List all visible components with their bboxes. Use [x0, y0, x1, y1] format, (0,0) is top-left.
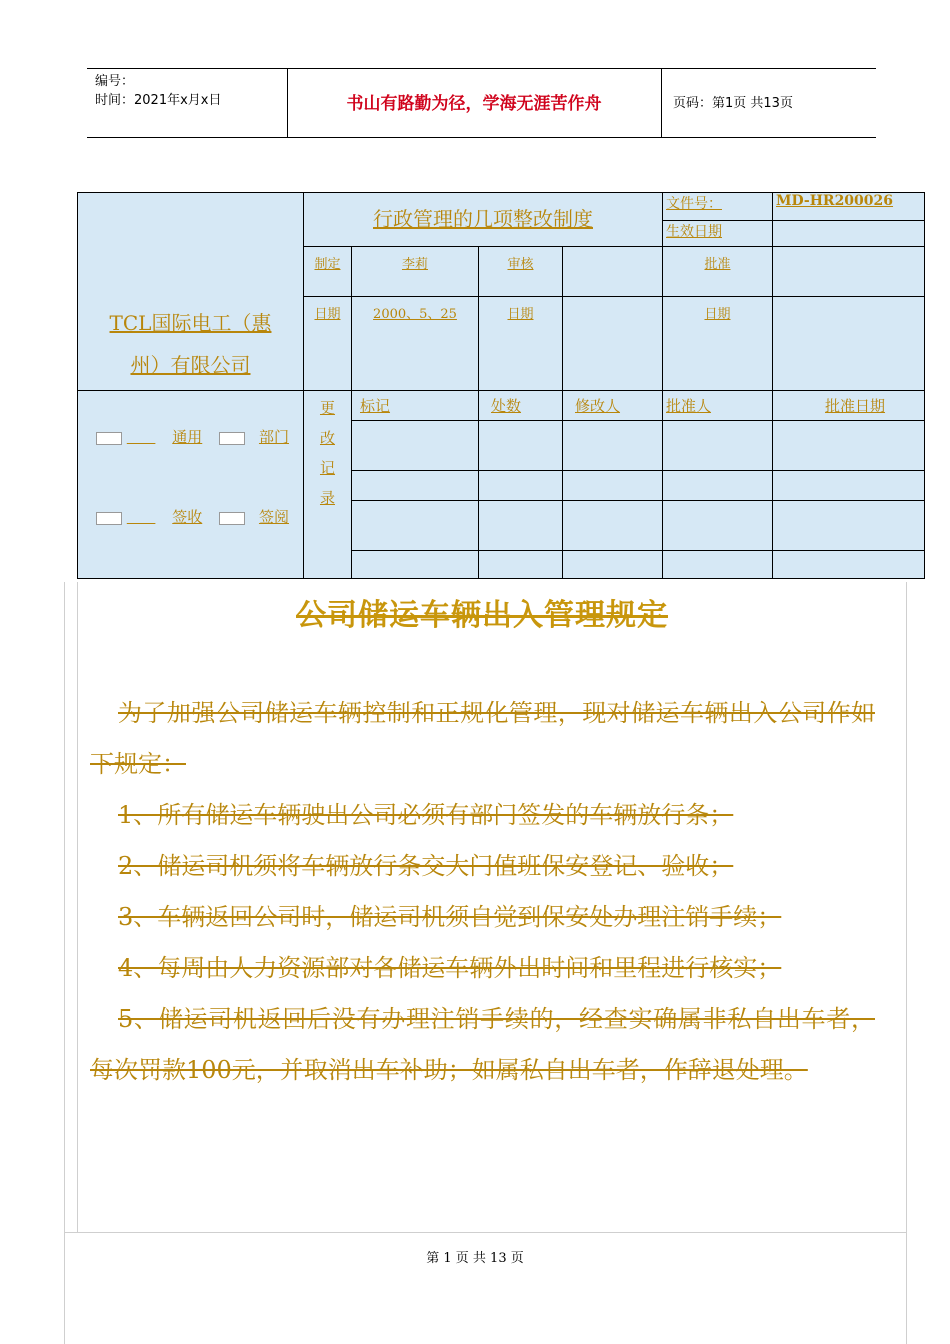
review-date-label: 日期	[479, 297, 563, 391]
company-name: TCL国际电工（惠州）有限公司	[78, 193, 304, 391]
change-cell	[563, 471, 663, 501]
paragraph: 4、每周由人力资源部对各储运车辆外出时间和里程进行核实；	[118, 954, 782, 982]
page-guide-line	[64, 582, 65, 1344]
sign-checkbox[interactable]	[96, 505, 155, 529]
general-label: 通用	[172, 428, 203, 446]
paragraph: 为了加强公司储运车辆控制和正规化管理，现对储运车辆出入公司作如下规定：	[90, 699, 875, 778]
change-cell	[663, 471, 773, 501]
header-info	[95, 72, 221, 110]
time-label: 时间：2021年x月x日	[95, 93, 222, 108]
page-header	[87, 68, 876, 138]
text-guide-line	[64, 1232, 906, 1233]
distribution-cell	[78, 391, 304, 579]
doc-title: 行政管理的几项整改制度	[304, 193, 663, 247]
change-cell	[773, 501, 925, 551]
prepared-label: 制定	[304, 247, 352, 297]
review-read-checkbox[interactable]	[219, 505, 245, 529]
paragraph: 5、储运司机返回后没有办理注销手续的，经查实确属非私自出车者，每次罚款100元，并取消出车补助；如属私自出车者，作辞退处理。	[90, 1005, 875, 1084]
change-cell	[479, 421, 563, 471]
paragraph: 3、车辆返回公司时，储运司机须自觉到保安处办理注销手续；	[118, 903, 782, 931]
general-checkbox[interactable]	[96, 425, 155, 449]
code-label: 编号：	[95, 74, 135, 89]
document-info-table	[77, 192, 925, 579]
sign-label: 签收	[172, 508, 203, 526]
date-label: 日期	[304, 297, 352, 391]
change-cell	[663, 421, 773, 471]
change-cell	[663, 501, 773, 551]
prepared-by: 李莉	[352, 247, 479, 297]
change-header-modifier: 修改人	[563, 391, 663, 421]
review-read-label: 签阅	[258, 508, 289, 526]
dept-checkbox[interactable]	[219, 425, 245, 449]
header-divider	[661, 69, 662, 137]
approve-date-label: 日期	[663, 297, 773, 391]
page-guide-line	[906, 582, 907, 1344]
review-value	[563, 247, 663, 297]
dept-label: 部门	[258, 428, 289, 446]
paragraph: 2、储运司机须将车辆放行条交大门值班保安登记、验收；	[118, 852, 734, 880]
change-cell	[773, 421, 925, 471]
approve-date-value	[773, 297, 925, 391]
effective-date-label: 生效日期	[663, 221, 773, 247]
change-record-label: 更改记录	[304, 391, 352, 579]
change-header-count: 处数	[479, 391, 563, 421]
change-cell	[563, 501, 663, 551]
paragraph: 1、所有储运车辆驶出公司必须有部门签发的车辆放行条；	[118, 801, 734, 829]
change-cell	[352, 501, 479, 551]
change-cell	[352, 471, 479, 501]
distribution-sign-row	[96, 505, 289, 529]
change-header-approver: 批准人	[663, 391, 773, 421]
file-no-value: MD-HR200026	[773, 193, 925, 221]
approve-value	[773, 247, 925, 297]
approve-label: 批准	[663, 247, 773, 297]
header-page-label: 页码：第1页 共13页	[673, 96, 793, 111]
file-no-label: 文件号：	[663, 193, 773, 221]
change-cell	[479, 551, 563, 579]
effective-date-value	[773, 221, 925, 247]
change-cell	[479, 501, 563, 551]
regulation-body	[90, 688, 875, 1096]
change-cell	[563, 551, 663, 579]
change-cell	[773, 471, 925, 501]
change-cell	[663, 551, 773, 579]
change-header-approve-date: 批准日期	[773, 391, 925, 421]
review-date-value	[563, 297, 663, 391]
change-cell	[352, 421, 479, 471]
text-guide-line	[77, 582, 78, 1232]
prepared-date: 2000、5、25	[352, 297, 479, 391]
change-header-mark: 标记	[352, 391, 479, 421]
change-cell	[563, 421, 663, 471]
change-cell	[479, 471, 563, 501]
change-cell	[773, 551, 925, 579]
header-motto: 书山有路勤为径，学海无涯苦作舟	[346, 94, 602, 114]
distribution-general-row	[96, 425, 289, 449]
page-footer: 第 1 页 共 13 页	[426, 1251, 524, 1266]
regulation-title: 公司储运车辆出入管理规定	[296, 598, 668, 633]
review-label: 审核	[479, 247, 563, 297]
change-cell	[352, 551, 479, 579]
